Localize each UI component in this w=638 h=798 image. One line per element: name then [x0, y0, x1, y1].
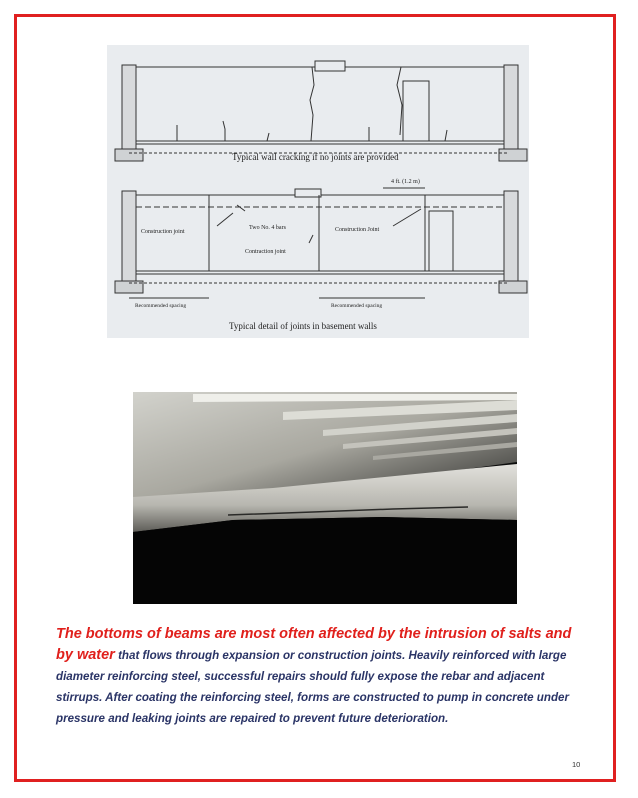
page-number: 10 — [572, 760, 581, 769]
diagram-bottom-caption: Typical detail of joints in basement walls — [229, 321, 377, 331]
diagram-label-construction-joint-left: Construction joint — [141, 229, 185, 235]
diagram-label-construction-joint-right: Construction Joint — [335, 227, 380, 233]
diagram-label-recommended-spacing-right: Recommended spacing — [331, 303, 383, 309]
diagram-label-recommended-spacing-left: Recommended spacing — [135, 303, 187, 309]
upper-wall-elevation — [115, 61, 527, 161]
diagram-label-two-bars: Two No. 4 bars — [249, 225, 286, 231]
body-caption — [56, 624, 586, 729]
beam-photo — [133, 392, 517, 604]
lower-wall-elevation — [115, 188, 527, 298]
caption-lead: The bottoms of beams are most often affected by the intrusion of salts and by water — [56, 626, 572, 663]
joint-diagram — [107, 45, 529, 338]
caption-body: that flows through expansion or construction joints. Heavily reinforced with large diameter reinforcing steel, successful repairs should fully expose the rebar and adjacent stirrups. After coating the reinforcing steel, forms are constructed to pump in concrete under pressure and leaking joints are repaired to prevent future deterioration. — [56, 649, 570, 725]
diagram-top-caption: Typical wall cracking if no joints are provided — [232, 152, 399, 162]
diagram-label-contraction-joint: Contraction joint — [245, 249, 286, 255]
diagram-spacing-label: 4 ft. (1.2 m) — [391, 179, 420, 185]
